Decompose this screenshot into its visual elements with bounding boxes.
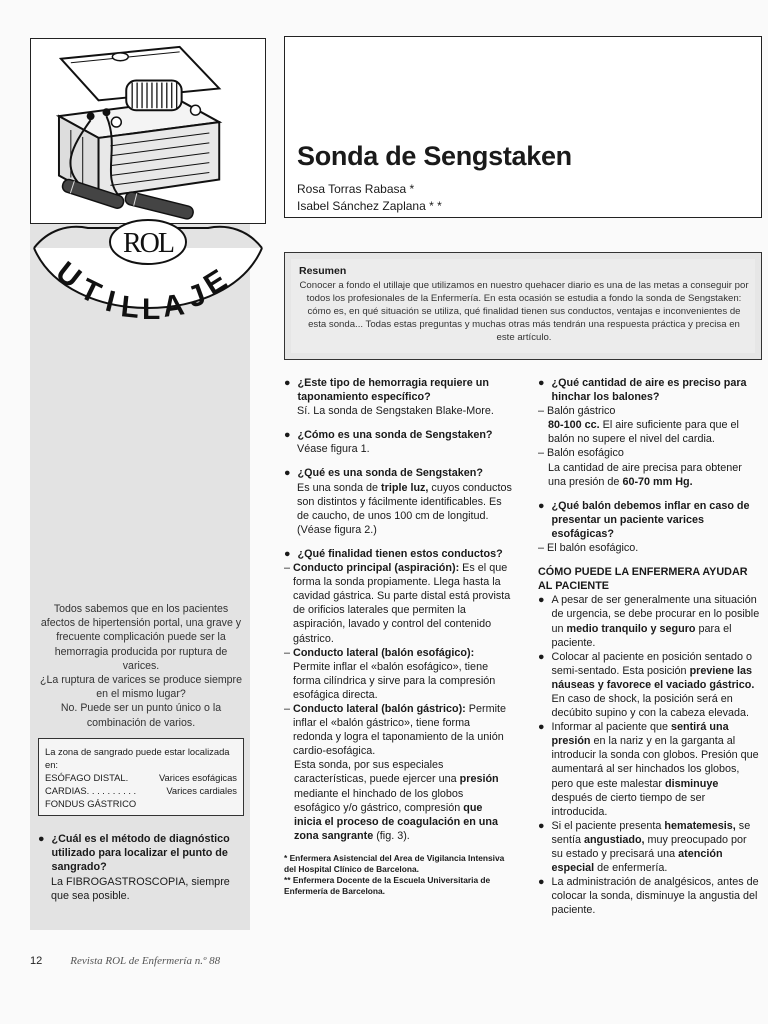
- svg-text:U: U: [49, 255, 88, 295]
- question-text: ¿Este tipo de hemorragia requiere un taponamiento específico?: [297, 377, 489, 404]
- bullet-icon: ●: [284, 377, 291, 389]
- question-text: ¿Qué balón debemos inflar en caso de presentar un paciente varices esofágicas?: [551, 499, 750, 540]
- authors: [297, 181, 442, 215]
- bullet-icon: ●: [538, 876, 545, 889]
- list-item: ● La administración de analgésicos, antes de colocar la sonda, disminuye la angustia del paciente.: [538, 876, 759, 917]
- list-item: ● Colocar al paciente en posición sentado o semi-sentado. Esta posición previene las náuseas y favorece el vaciado gástrico. En caso de shock, la posición será en decúbito supino y con la cabeza elevada.: [538, 650, 755, 720]
- title-box: [284, 36, 762, 218]
- duct-item: – Conducto principal (aspiración): Es el que forma la sonda propiamente. Llega hasta la cavidad gástrica. Su parte distal está provista de orificios laterales que permiten la aspiración, lavado y control del contenido gástrico.: [284, 562, 511, 645]
- section-heading: CÓMO PUEDE LA ENFERMERA AYUDAR AL PACIENTE: [538, 566, 748, 593]
- bullet-icon: ●: [284, 429, 291, 442]
- duct-item: – Conducto lateral (balón gástrico): Permite inflar el «balón gástrico», tiene forma redonda y logra el taponamiento de la unión cardio-esofágica.: [284, 702, 506, 758]
- author-1: Rosa Torras Rabasa *: [297, 182, 415, 196]
- question: [284, 466, 512, 480]
- bullet-icon: ●: [38, 833, 45, 845]
- svg-text:I: I: [102, 284, 119, 319]
- svg-text:L: L: [142, 293, 161, 326]
- intro-paragraph-1: Todos sabemos que en los pacientes afectos de hipertensión portal, una grave y frecuente complicación puede ser la hemorragia producida por ruptura de varices.: [40, 603, 242, 672]
- logo-section: UTILLAJE: [28, 218, 33, 219]
- middle-column: [284, 376, 512, 897]
- list-item: ● Si el paciente presenta hematemesis, se sentía angustiado, muy preocupado por su estado y precisará una atención especial de enfermería.: [538, 819, 751, 875]
- question-text: ¿Qué cantidad de aire es preciso para hinchar los balones?: [551, 377, 747, 404]
- article-title: Sonda de Sengstaken: [297, 141, 572, 171]
- zone-row: [45, 797, 237, 810]
- balloon-detail: La cantidad de aire precisa para obtener una presión de 60-70 mm Hg.: [548, 461, 742, 488]
- bullet-icon: ●: [538, 499, 545, 512]
- duct-item: – Conducto lateral (balón esofágico): Permite inflar el «balón esofágico», tiene forma cilíndrica y sirve para la compresión esofágica directa.: [284, 646, 496, 701]
- svg-text:L: L: [119, 290, 141, 325]
- bullet-icon: ●: [284, 467, 291, 480]
- bullet-icon: ●: [538, 594, 545, 607]
- question: [284, 376, 512, 404]
- zone-row: [45, 784, 237, 797]
- footnote-1: * Enfermera Asistencial del Area de Vigilancia Intensiva del Hospital Clínico de Barcelona.: [284, 852, 505, 874]
- question: [284, 547, 512, 561]
- bullet-icon: ●: [538, 721, 545, 734]
- zone-location: FONDUS GÁSTRICO: [45, 798, 137, 809]
- balloon-item: – Balón gástrico: [538, 405, 616, 418]
- abstract-heading: Resumen: [299, 265, 347, 277]
- zone-lead: La zona de sangrado puede estar localizada en:: [45, 746, 230, 770]
- balloon-item: – Balón esofágico: [538, 447, 624, 460]
- bullet-icon: ●: [538, 819, 545, 832]
- answer-text: – El balón esofágico.: [538, 542, 639, 555]
- question-text: ¿Qué finalidad tienen estos conductos?: [297, 547, 503, 560]
- bullet-icon: ●: [284, 547, 291, 560]
- question: [38, 832, 244, 875]
- question: [538, 376, 760, 404]
- question: [284, 428, 512, 442]
- list-item: ● Informar al paciente que sentirá una presión en la nariz y en la garganta al introducir la sonda con globos. Presión que aumentará al ser hinchados los globos, pero que este malestar disminuye después de cierto tiempo de ser introducida.: [538, 721, 759, 818]
- svg-text:J: J: [183, 277, 211, 315]
- zone-row: [45, 771, 237, 784]
- pressure-paragraph: Esta sonda, por sus especiales características, puede ejercer una presión mediante el hinchado de los globos esofágico y/o gástrico, compresión que inicia el proceso de coagulación en una zona sangrante (fig. 3).: [294, 759, 499, 842]
- zone-varices: Varices cardiales: [166, 785, 237, 796]
- page-footer: [30, 955, 730, 967]
- bleeding-zone-box: [38, 738, 244, 816]
- balloon-detail: 80-100 cc. El aire suficiente para que el balón no supere el nivel del cardia.: [548, 419, 739, 446]
- author-2: Isabel Sánchez Zaplana * *: [297, 199, 442, 213]
- zone-location: ESÓFAGO DISTAL.: [45, 772, 129, 783]
- answer-text: Sí. La sonda de Sengstaken Blake-More.: [297, 405, 494, 418]
- question-text: ¿Cuál es el método de diagnóstico utilizado para localizar el punto de sangrado?: [51, 833, 230, 874]
- abstract-text: Conocer a fondo el utillaje que utilizamos en nuestro quehacer diario es una de las metas a conseguir por todos los profesionales de la Enfermería. En esta ocasión se estudia a fondo la sonda de Sengstaken: cómo es, en qué situación se utiliza, qué finalidad tienen sus conductos, ventajas e inconvenientes de esta sonda... Todas estas preguntas y muchas otras más tendrán una respuesta práctica y precisa en este artículo.: [299, 280, 749, 343]
- svg-text:A: A: [160, 288, 187, 324]
- bullet-icon: ●: [538, 377, 545, 389]
- logo-mark: ROL: [123, 228, 173, 259]
- page-number: 12: [30, 955, 43, 967]
- abstract-box: [284, 252, 762, 360]
- footnotes: [284, 853, 512, 897]
- illustration-box: [30, 38, 266, 224]
- svg-text:T: T: [74, 272, 106, 311]
- question: [538, 499, 760, 541]
- footnote-2: ** Enfermera Docente de la Escuela Universitaria de Enfermería de Barcelona.: [284, 874, 491, 896]
- answer-text: Es una sonda de triple luz, cuyos conductos son distintos y fácilmente identificables. Es de caucho, de unos 100 cm de longitud. (Véase figura 2.): [297, 481, 512, 536]
- zone-varices: Varices esofágicas: [159, 772, 237, 783]
- svg-text:E: E: [198, 263, 233, 302]
- journal-name: Revista ROL de Enfermería n.º 88: [70, 955, 221, 967]
- intro-paragraph-2: ¿La ruptura de varices se produce siempre en el mismo lugar?: [40, 674, 242, 701]
- answer-text: Véase figura 1.: [297, 443, 370, 456]
- bullet-icon: ●: [538, 650, 545, 663]
- question-text: ¿Cómo es una sonda de Sengstaken?: [297, 429, 493, 442]
- suction-device-illustration: [31, 39, 265, 223]
- answer-text: La FIBROGASTROSCOPIA, siempre que sea posible.: [51, 875, 230, 902]
- rol-utillaje-logo: [28, 218, 268, 348]
- right-column: [538, 376, 760, 917]
- zone-location: CARDIAS. . . . . . . . . .: [45, 785, 137, 796]
- intro-paragraph-3: No. Puede ser un punto único o la combinación de varios.: [60, 702, 222, 729]
- diagnosis-question-block: [38, 832, 244, 903]
- intro-text: [38, 602, 244, 730]
- question-text: ¿Qué es una sonda de Sengstaken?: [297, 467, 483, 480]
- list-item: ● A pesar de ser generalmente una situación de urgencia, se debe procurar en lo posible un medio tranquilo y seguro para el paciente.: [538, 594, 760, 649]
